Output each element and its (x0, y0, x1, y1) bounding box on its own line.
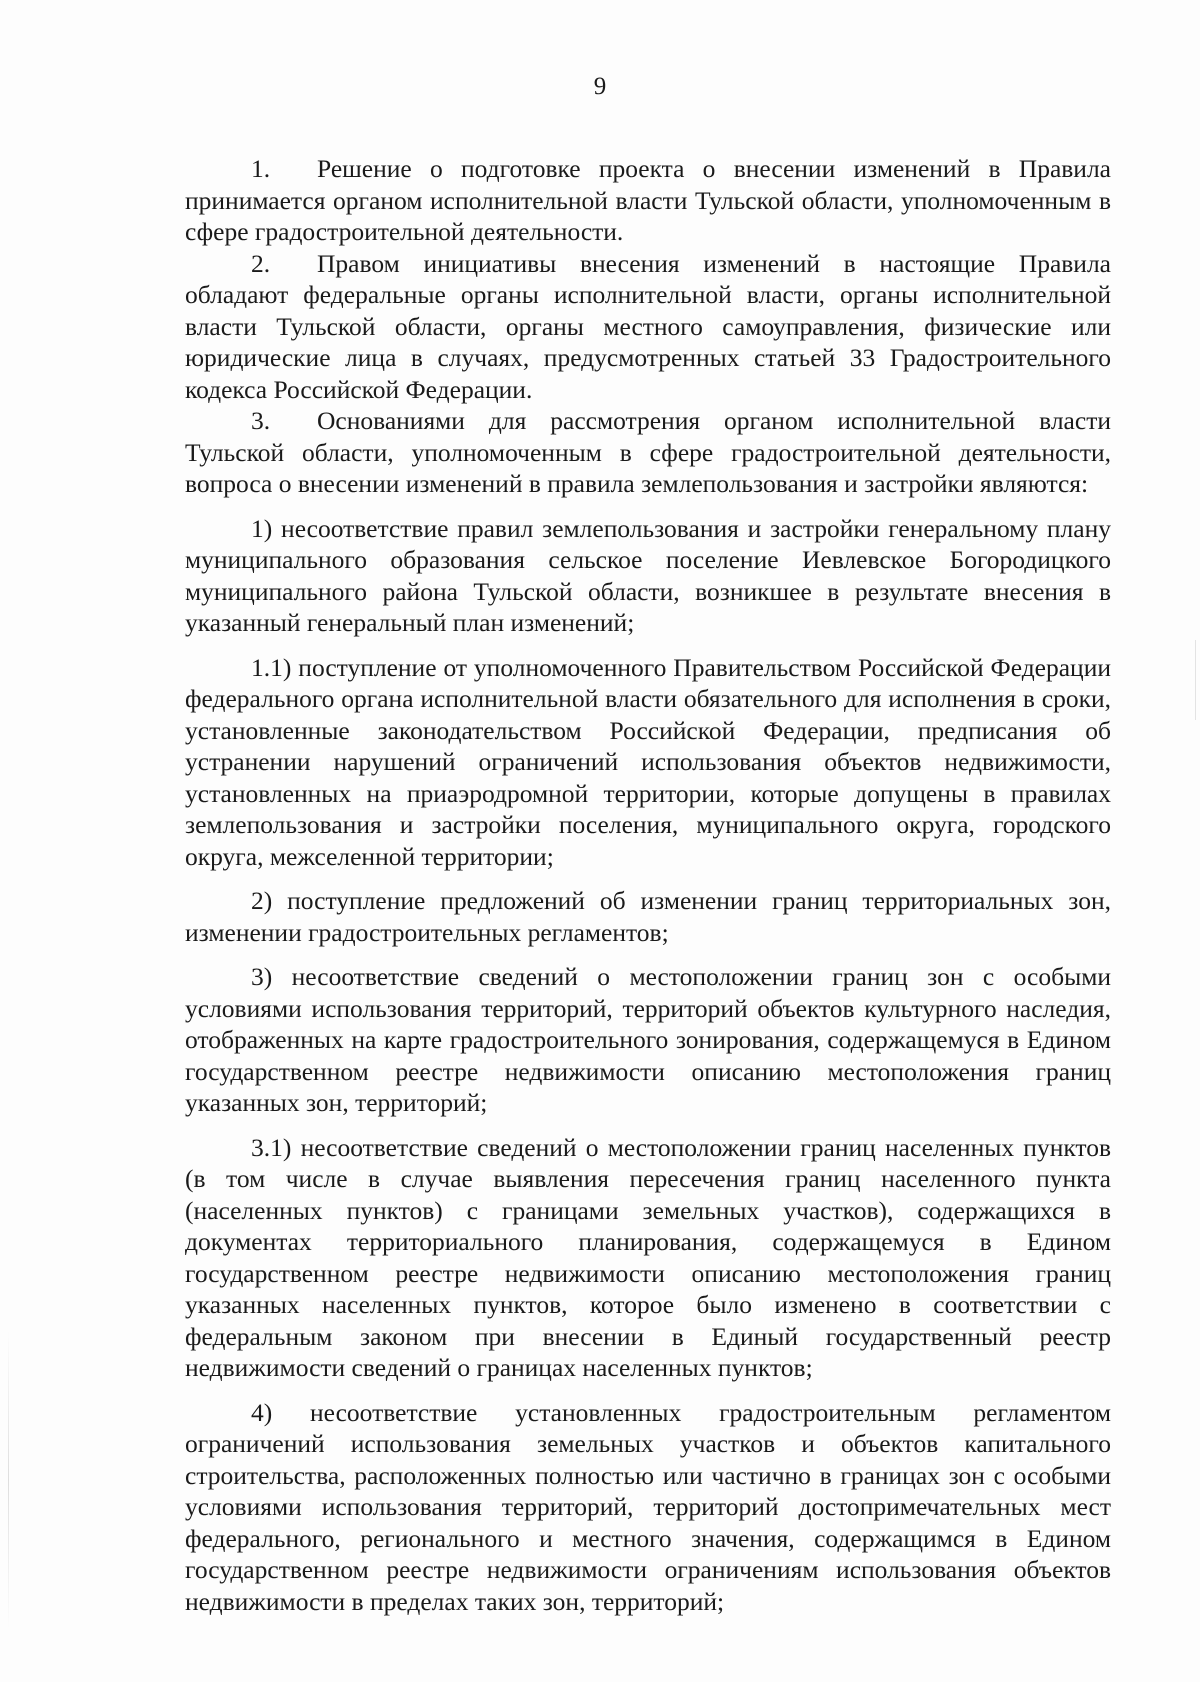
paragraph-text: Решение о подготовке проекта о внесении изменений в Правила принимается органом исполнительной власти Тульской области, уполномоченным в сфере градостроительной деятельности. (185, 154, 1111, 246)
paragraph-text: Правом инициативы внесения изменений в настоящие Правила обладают федеральные органы исполнительной власти, органы исполнительной власти Тульской области, органы местного самоуправления, физические или юридические лица в случаях, предусмотренных статьей 33 Градостроительного кодекса Российской Федерации. (185, 248, 1111, 404)
paragraph-text: Основаниями для рассмотрения органом исполнительной власти Тульской области, уполномоченным в сфере градостроительной деятельности, вопроса о внесении изменений в правила землепользования и застройки являются: (185, 406, 1111, 498)
numbered-paragraph (185, 153, 1111, 248)
document-body (185, 153, 1111, 1617)
list-item: 2) поступление предложений об изменении границ территориальных зон, изменении градостроительных регламентов; (185, 886, 1111, 947)
list-item: 1.1) поступление от уполномоченного Правительством Российской Федерации федерального органа исполнительной власти обязательного для исполнения в сроки, установленные законодательством Российской Федерации, предписания об устранении нарушений ограничений использования объектов недвижимости, установленных на приаэродромной территории, которые допущены в правилах землепользования и застройки поселения, муниципального округа, городского округа, межселенной территории; (185, 652, 1111, 871)
scan-edge-mark (8, 1330, 9, 1630)
list-item: 3) несоответствие сведений о местоположении границ зон с особыми условиями использования территорий, территорий объектов культурного наследия, отображенных на карте градостроительного зонирования, содержащемуся в Едином государственном реестре недвижимости описанию местоположения границ указанных зон, территорий; (185, 962, 1111, 1117)
list-item: 3.1) несоответствие сведений о местоположении границ населенных пунктов (в том числе в случае выявления пересечения границ населенного пункта (населенных пунктов) с границами земельных участков), содержащихся в документах территориального планирования, содержащемуся в Едином государственном реестре недвижимости описанию местоположения границ указанных населенных пунктов, которое было изменено в соответствии с федеральным законом при внесении в Единый государственный реестр недвижимости сведений о границах населенных пунктов; (185, 1132, 1111, 1382)
scan-edge-mark (1195, 640, 1196, 720)
paragraph-number: 3. (251, 406, 271, 435)
paragraph-number: 2. (251, 248, 271, 278)
numbered-paragraph (185, 405, 1111, 500)
list-item: 1) несоответствие правил землепользования и застройки генеральному плану муниципального образования сельское поселение Иевлевское Богородицкого муниципального района Тульской области, возникшее в результате внесения в указанный генеральный план изменений; (185, 513, 1111, 637)
numbered-paragraph (185, 248, 1111, 406)
paragraph-number: 1. (251, 154, 271, 183)
page-number: 9 (593, 73, 607, 100)
list-item: 4) несоответствие установленных градостроительным регламентом ограничений использования земельных участков и объектов капитального строительства, расположенных полностью или частично в границах зон с особыми условиями использования территорий, территорий достопримечательных мест федерального, регионального и местного значения, содержащимся в Едином государственном реестре недвижимости ограничениям использования объектов недвижимости в пределах таких зон, территорий; (185, 1397, 1111, 1616)
